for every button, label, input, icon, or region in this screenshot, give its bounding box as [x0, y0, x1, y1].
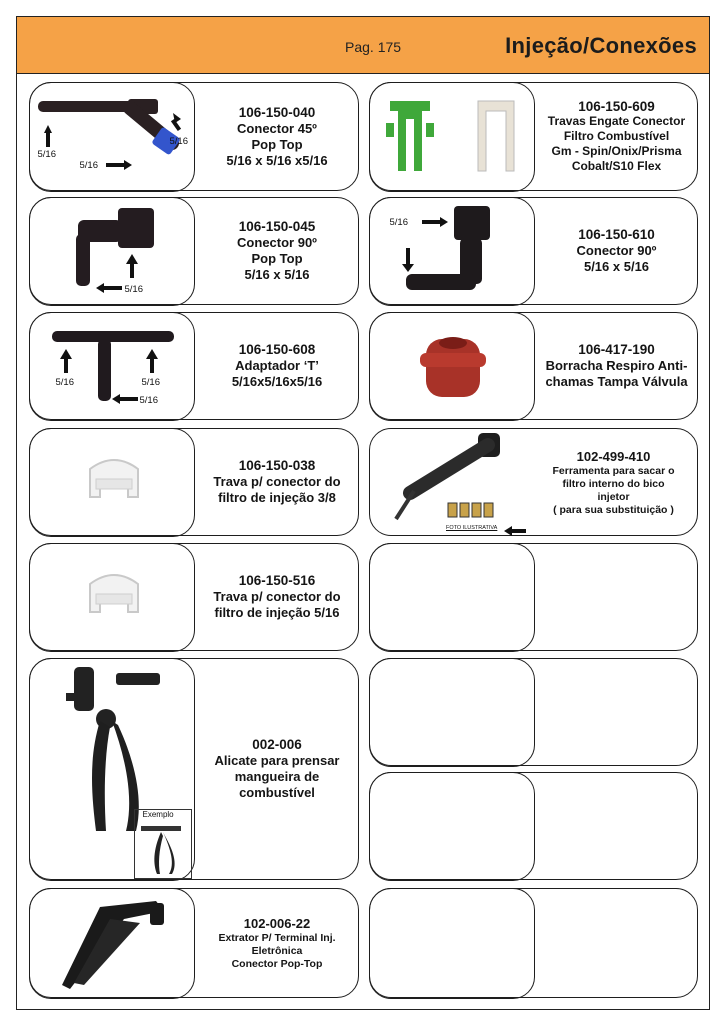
- product-code: 106-150-608: [238, 342, 316, 357]
- product-card-106-150-608[interactable]: [29, 312, 359, 420]
- product-line: filtro de injeção 5/16: [214, 605, 340, 620]
- product-description: [196, 659, 358, 879]
- lock-clips-image: [370, 83, 536, 192]
- product-line: Extrator P/ Terminal Inj.: [218, 932, 336, 944]
- empty-card: [369, 543, 698, 651]
- product-description: [196, 83, 358, 190]
- photo-note: FOTO ILUSTRATIVA: [446, 525, 498, 531]
- product-line: Filtro Combustível: [563, 129, 670, 143]
- product-code: 002-006: [252, 737, 302, 752]
- product-line: ( para sua substituição ): [553, 503, 674, 516]
- filter-lock-clip-image: [30, 544, 196, 652]
- product-line: Travas Engate Conector: [547, 114, 686, 128]
- product-line: Borracha Respiro Anti-: [545, 358, 688, 373]
- t-adapter-image: [30, 313, 196, 421]
- product-card-106-417-190[interactable]: [369, 312, 698, 420]
- product-code: 106-150-040: [238, 104, 316, 120]
- product-line: Eletrônica: [251, 945, 303, 957]
- size-label: 5/16: [139, 394, 158, 406]
- product-line: 5/16 x 5/16: [244, 267, 310, 282]
- product-description: [196, 429, 358, 535]
- product-description: [536, 83, 697, 190]
- product-line: Pop Top: [251, 251, 303, 266]
- product-card-102-006-22[interactable]: [29, 888, 359, 998]
- product-description: [196, 313, 358, 419]
- product-card-106-150-038[interactable]: [29, 428, 359, 536]
- product-line: Alicate para prensar: [214, 753, 340, 768]
- product-code: 106-150-038: [238, 458, 316, 473]
- product-image-frame: [29, 428, 195, 537]
- product-description: [196, 198, 358, 304]
- product-code: 106-417-190: [578, 342, 655, 357]
- product-line: Trava p/ conector do: [213, 474, 341, 489]
- product-line: Conector Pop-Top: [231, 958, 323, 970]
- product-image-frame: [29, 658, 195, 881]
- product-line: chamas Tampa Válvula: [545, 374, 688, 389]
- product-line: Pop Top: [251, 136, 303, 152]
- product-image-frame: [369, 197, 535, 306]
- product-line: Conector 45º: [237, 120, 317, 136]
- product-code: 102-499-410: [576, 448, 651, 464]
- product-code: 102-006-22: [243, 916, 311, 931]
- product-line: injetor: [597, 490, 630, 503]
- product-card-106-150-610[interactable]: [369, 197, 698, 305]
- page-title: Injeção/Conexões: [505, 33, 697, 58]
- product-line: Cobalt/S10 Flex: [571, 159, 662, 173]
- product-code: 106-150-609: [578, 99, 655, 114]
- product-code: 106-150-610: [578, 227, 655, 242]
- size-label: 5/16: [124, 283, 143, 295]
- empty-image-frame: [369, 772, 535, 881]
- product-line: filtro interno do bico: [562, 477, 665, 490]
- example-label: Exemplo: [142, 809, 174, 819]
- connector-90-image: [370, 198, 536, 306]
- product-image-frame: [29, 312, 195, 421]
- product-line: Gm - Spin/Onix/Prisma: [551, 144, 682, 158]
- product-line: Trava p/ conector do: [213, 589, 341, 604]
- empty-card: [369, 772, 698, 880]
- rubber-grommet-image: [370, 313, 536, 421]
- size-label: 5/16: [55, 376, 74, 388]
- connector-90-image: [30, 198, 196, 306]
- size-label: 5/16: [141, 376, 160, 388]
- product-image-frame: [29, 888, 195, 999]
- product-line: 5/16x5/16x5/16: [231, 374, 323, 389]
- product-card-106-150-040[interactable]: [29, 82, 359, 191]
- product-card-102-499-410[interactable]: [369, 428, 698, 536]
- product-card-106-150-045[interactable]: [29, 197, 359, 305]
- product-description: [536, 198, 697, 304]
- product-line: combustível: [239, 785, 315, 800]
- size-label: 5/16: [389, 216, 408, 228]
- product-line: mangueira de: [234, 769, 320, 784]
- filter-extractor-tool-image: [370, 429, 536, 537]
- product-line: 5/16 x 5/16: [583, 259, 650, 274]
- product-card-106-150-516[interactable]: [29, 543, 359, 651]
- empty-card: [369, 658, 698, 766]
- empty-image-frame: [369, 658, 535, 767]
- product-description: [536, 313, 697, 419]
- product-line: Conector 90º: [576, 243, 657, 258]
- product-line: Adaptador ‘T’: [235, 358, 319, 373]
- size-label: 5/16: [37, 148, 56, 160]
- product-card-106-150-609[interactable]: [369, 82, 698, 191]
- product-image-frame: [369, 82, 535, 192]
- product-line: 5/16 x 5/16 x5/16: [226, 152, 328, 168]
- terminal-extractor-image: [30, 889, 196, 999]
- example-inset: [134, 809, 192, 879]
- size-label: 5/16: [169, 135, 188, 147]
- size-label: 5/16: [79, 159, 98, 171]
- page-number: Pag. 175: [345, 39, 402, 55]
- product-description: [196, 889, 358, 997]
- empty-image-frame: [369, 888, 535, 999]
- product-description: [530, 429, 697, 535]
- product-line: Ferramenta para sacar o: [552, 464, 675, 477]
- empty-image-frame: [369, 543, 535, 652]
- filter-lock-clip-image: [30, 429, 196, 537]
- product-code: 106-150-045: [238, 219, 316, 234]
- product-line: filtro de injeção 3/8: [218, 490, 336, 505]
- product-line: Conector 90º: [237, 235, 317, 250]
- product-image-frame: [29, 197, 195, 306]
- product-card-002-006[interactable]: [29, 658, 359, 880]
- product-image-frame: [29, 82, 195, 192]
- product-image-frame: [29, 543, 195, 652]
- example-pliers-icon: [135, 820, 191, 878]
- product-description: [196, 544, 358, 650]
- empty-card: [369, 888, 698, 998]
- product-code: 106-150-516: [238, 573, 316, 588]
- product-image-frame: [369, 312, 535, 421]
